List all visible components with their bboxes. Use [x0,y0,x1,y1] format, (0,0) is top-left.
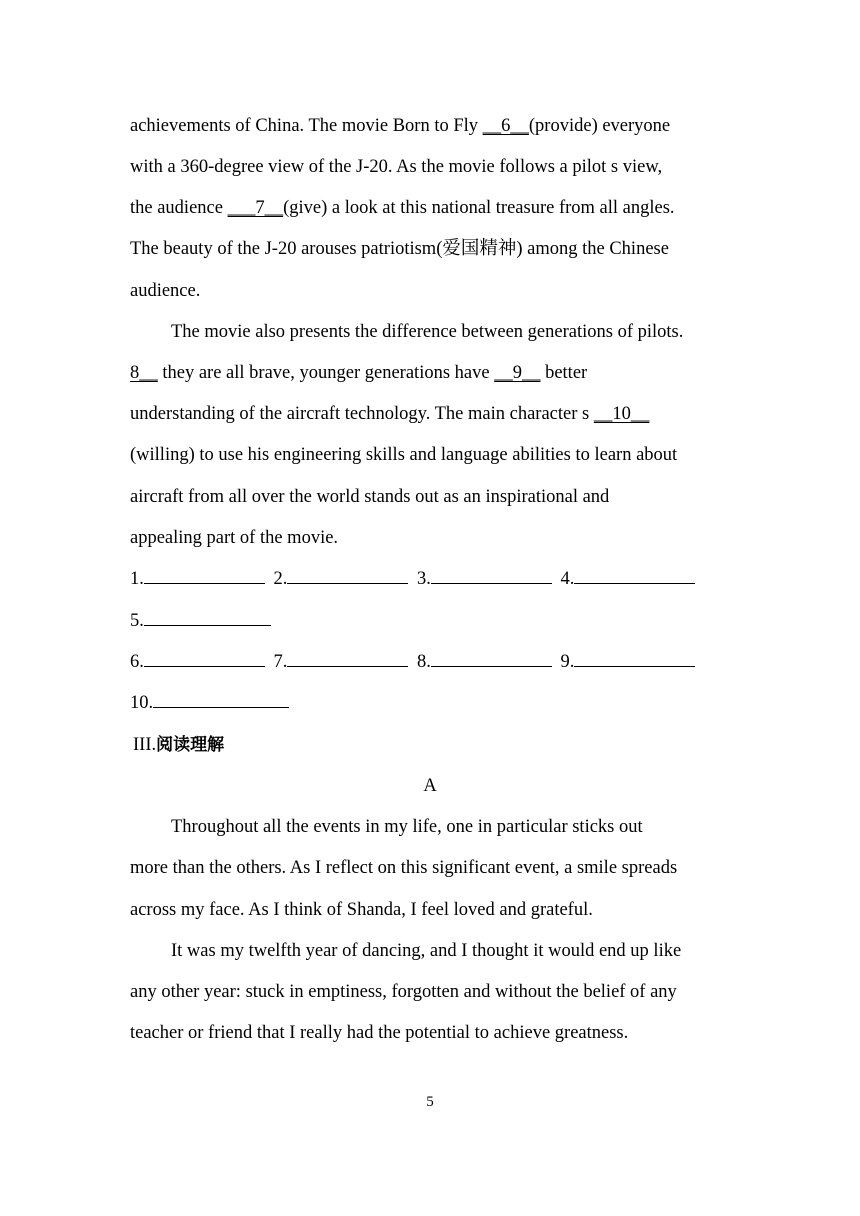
passage-line-8 [130,402,649,426]
text-segment: (willing) to use his engineering skills and language abilities to learn about [130,445,678,465]
text-segment: aircraft from all over the world stands out as an inspirational and [130,487,610,507]
story-line-5: any other year: stuck in emptiness, forgotten and without the belief of any [130,982,677,1002]
text-segment: better [540,363,588,383]
answer-label: 9. [560,652,575,672]
blank-10: __10__ [593,404,650,424]
text-segment: they are all brave, younger generations have [157,363,495,383]
answer-row-2 [130,609,275,633]
passage-line-1 [130,114,670,138]
part-label: A [423,776,437,796]
section-number: III. [133,735,157,755]
passage-line-2 [130,155,662,179]
answer-blank-10[interactable] [130,691,289,715]
text-segment: The movie also presents the difference between generations of pilots. [171,322,684,342]
story-line-1: Throughout all the events in my life, one in particular sticks out [171,817,643,837]
section-title: 阅读理解 [156,735,225,755]
answer-blank-8[interactable] [417,650,552,674]
answer-blank-5[interactable] [130,609,271,633]
blank-7: ___7__ [227,198,284,218]
passage-line-10 [130,485,609,509]
text-segment: audience. [130,281,201,301]
answer-row-1 [130,567,699,591]
section-heading [133,733,224,757]
answer-label: 4. [560,569,575,589]
text-segment: The beauty of the J-20 arouses patriotism(爱国精神) among the Chinese [130,239,669,259]
answer-label: 6. [130,652,144,672]
text-segment: understanding of the aircraft technology. The main character s [130,404,594,424]
answer-row-4 [130,691,293,715]
answer-label: 7. [273,652,288,672]
answer-blank-4[interactable] [561,567,696,591]
text-segment: (provide) everyone [528,116,671,136]
answer-blank-3[interactable] [417,567,552,591]
story-line-3: across my face. As I think of Shanda, I feel loved and grateful. [130,900,593,920]
answer-blank-2[interactable] [274,567,409,591]
answer-label: 5. [130,611,144,631]
blank-8: 8__ [130,363,158,383]
answer-blank-1[interactable] [130,567,265,591]
story-line-6: teacher or friend that I really had the potential to achieve greatness. [130,1023,629,1043]
story-line-2: more than the others. As I reflect on this significant event, a smile spreads [130,858,678,878]
answer-blank-6[interactable] [130,650,265,674]
answer-label: 2. [273,569,288,589]
text-segment: with a 360-degree view of the J-20. As the movie follows a pilot s view, [130,157,663,177]
answer-label: 3. [417,569,431,589]
passage-line-11 [130,526,338,550]
passage-line-5 [130,279,200,303]
answer-blank-9[interactable] [561,650,696,674]
text-segment: achievements of China. The movie Born to Fly [130,116,483,136]
passage-line-7 [130,361,587,385]
answer-row-3 [130,650,699,674]
story-line-4: It was my twelfth year of dancing, and I thought it would end up like [171,941,682,961]
blank-9: __9__ [494,363,541,383]
answer-label: 8. [417,652,431,672]
passage-line-4 [130,237,669,261]
answer-blank-7[interactable] [274,650,409,674]
blank-6: __6__ [482,116,529,136]
text-segment: the audience [130,198,228,218]
passage-line-3 [130,196,675,220]
answer-label: 10. [130,693,154,713]
answer-label: 1. [130,569,144,589]
text-segment: (give) a look at this national treasure from all angles. [283,198,675,218]
page-number: 5 [426,1094,434,1110]
passage-line-6 [171,320,683,344]
text-segment: appealing part of the movie. [130,528,339,548]
passage-line-9 [130,443,677,467]
